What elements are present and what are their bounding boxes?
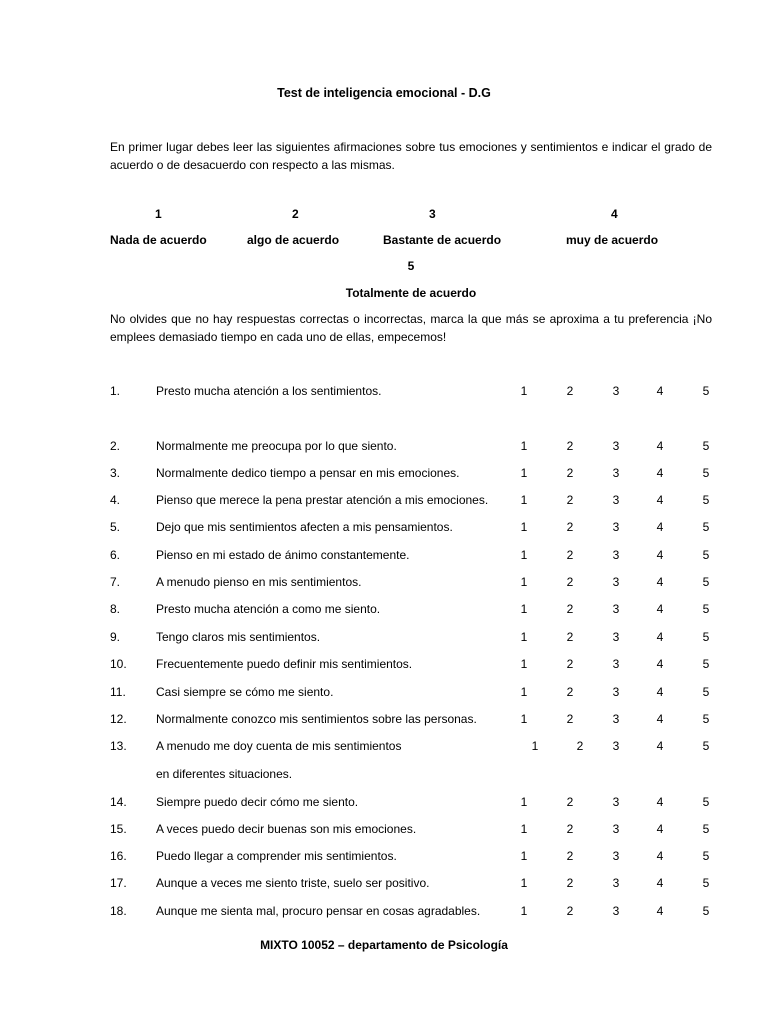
answer-option-2[interactable]: 2 <box>566 712 574 726</box>
answer-option-3[interactable]: 3 <box>612 739 620 753</box>
answer-option-2[interactable]: 2 <box>566 849 574 863</box>
answer-option-1[interactable]: 1 <box>520 795 528 809</box>
question-number: 15. <box>110 822 127 836</box>
answer-option-2[interactable]: 2 <box>566 493 574 507</box>
question-number: 8. <box>110 602 121 616</box>
question-row <box>0 657 768 675</box>
answer-option-5[interactable]: 5 <box>702 876 710 890</box>
scale-label-1: Nada de acuerdo <box>110 233 207 247</box>
answer-option-2[interactable]: 2 <box>566 685 574 699</box>
question-text: Puedo llegar a comprender mis sentimientos. <box>156 849 397 863</box>
answer-option-4[interactable]: 4 <box>656 630 664 644</box>
question-row <box>0 685 768 703</box>
question-number: 2. <box>110 439 121 453</box>
answer-option-3[interactable]: 3 <box>612 439 620 453</box>
question-text: Dejo que mis sentimientos afecten a mis pensamientos. <box>156 520 453 534</box>
question-number: 17. <box>110 876 127 890</box>
question-text: Pienso en mi estado de ánimo constantemente. <box>156 548 410 562</box>
answer-option-4[interactable]: 4 <box>656 795 664 809</box>
answer-option-5[interactable]: 5 <box>702 849 710 863</box>
answer-option-4[interactable]: 4 <box>656 739 664 753</box>
question-number: 18. <box>110 904 127 918</box>
answer-option-3[interactable]: 3 <box>612 520 620 534</box>
question-row <box>0 602 768 620</box>
answer-option-4[interactable]: 4 <box>656 602 664 616</box>
answer-option-3[interactable]: 3 <box>612 466 620 480</box>
scale-number-4: 4 <box>611 207 618 221</box>
answer-option-5[interactable]: 5 <box>702 822 710 836</box>
question-text: Casi siempre se cómo me siento. <box>156 685 334 699</box>
question-row <box>0 630 768 648</box>
answer-option-2[interactable]: 2 <box>566 466 574 480</box>
question-text: A veces puedo decir buenas son mis emociones. <box>156 822 417 836</box>
answer-option-4[interactable]: 4 <box>656 466 664 480</box>
question-text: A menudo me doy cuenta de mis sentimientos <box>156 739 402 753</box>
answer-option-2[interactable]: 2 <box>576 739 584 753</box>
question-row <box>0 712 768 730</box>
question-number: 13. <box>110 739 127 753</box>
question-text: Presto mucha atención a como me siento. <box>156 602 381 616</box>
answer-option-2[interactable]: 2 <box>566 904 574 918</box>
answer-option-5[interactable]: 5 <box>702 904 710 918</box>
question-row <box>0 739 768 781</box>
answer-option-1[interactable]: 1 <box>520 630 528 644</box>
question-number: 7. <box>110 575 121 589</box>
answer-option-5[interactable]: 5 <box>702 466 710 480</box>
answer-option-2[interactable]: 2 <box>566 602 574 616</box>
answer-option-1[interactable]: 1 <box>520 602 528 616</box>
scale-label-2: algo de acuerdo <box>247 233 340 247</box>
question-row <box>0 439 768 457</box>
scale-label-4: muy de acuerdo <box>566 233 659 247</box>
answer-option-1[interactable]: 1 <box>520 575 528 589</box>
answer-option-1[interactable]: 1 <box>520 685 528 699</box>
scale-label-5: Totalmente de acuerdo <box>345 286 477 300</box>
question-text: Tengo claros mis sentimientos. <box>156 630 321 644</box>
answer-option-1[interactable]: 1 <box>520 439 528 453</box>
answer-option-3[interactable]: 3 <box>612 712 620 726</box>
answer-option-1[interactable]: 1 <box>520 712 528 726</box>
answer-option-2[interactable]: 2 <box>566 657 574 671</box>
answer-option-1[interactable]: 1 <box>520 520 528 534</box>
answer-option-3[interactable]: 3 <box>612 602 620 616</box>
question-number: 3. <box>110 466 121 480</box>
question-row <box>0 904 768 922</box>
question-number: 5. <box>110 520 121 534</box>
question-number: 10. <box>110 657 127 671</box>
answer-option-4[interactable]: 4 <box>656 439 664 453</box>
answer-option-1[interactable]: 1 <box>520 493 528 507</box>
answer-option-2[interactable]: 2 <box>566 822 574 836</box>
scale-number-3: 3 <box>429 207 436 221</box>
question-text: Pienso que merece la pena prestar atención a mis emociones. <box>156 493 489 507</box>
answer-option-3[interactable]: 3 <box>612 630 620 644</box>
answer-option-3[interactable]: 3 <box>612 904 620 918</box>
answer-option-3[interactable]: 3 <box>612 876 620 890</box>
intro-paragraph: En primer lugar debes leer las siguientes afirmaciones sobre tus emociones y sentimientos e indicar el grado de acuerdo o de desacuerdo con respecto a las mismas. <box>110 140 712 172</box>
answer-option-1[interactable]: 1 <box>520 384 528 398</box>
answer-option-5[interactable]: 5 <box>702 575 710 589</box>
answer-option-2[interactable]: 2 <box>566 439 574 453</box>
answer-option-5[interactable]: 5 <box>702 685 710 699</box>
question-row <box>0 876 768 894</box>
answer-option-3[interactable]: 3 <box>612 384 620 398</box>
answer-option-4[interactable]: 4 <box>656 575 664 589</box>
answer-option-5[interactable]: 5 <box>702 739 710 753</box>
question-text: Aunque a veces me siento triste, suelo ser positivo. <box>156 876 430 890</box>
instructions-note: No olvides que no hay respuestas correctas o incorrectas, marca la que más se aproxima a tu preferencia ¡No emplees demasiado tiempo en cada uno de ellas, empecemos! <box>110 312 712 344</box>
answer-option-2[interactable]: 2 <box>566 384 574 398</box>
answer-option-3[interactable]: 3 <box>612 493 620 507</box>
answer-option-5[interactable]: 5 <box>702 712 710 726</box>
question-text: Aunque me sienta mal, procuro pensar en cosas agradables. <box>156 904 481 918</box>
answer-option-1[interactable]: 1 <box>520 904 528 918</box>
question-number: 1. <box>110 384 121 398</box>
answer-option-4[interactable]: 4 <box>656 657 664 671</box>
answer-option-3[interactable]: 3 <box>612 822 620 836</box>
question-text: Normalmente dedico tiempo a pensar en mis emociones. <box>156 466 460 480</box>
footer-text: MIXTO 10052 – departamento de Psicología <box>260 938 508 952</box>
answer-option-3[interactable]: 3 <box>612 685 620 699</box>
answer-option-1[interactable]: 1 <box>520 657 528 671</box>
answer-option-2[interactable]: 2 <box>566 548 574 562</box>
question-text: Siempre puedo decir cómo me siento. <box>156 795 359 809</box>
answer-option-1[interactable]: 1 <box>531 739 539 753</box>
page-title: Test de inteligencia emocional - D.G <box>277 86 491 100</box>
answer-option-2[interactable]: 2 <box>566 630 574 644</box>
answer-option-3[interactable]: 3 <box>612 849 620 863</box>
answer-option-5[interactable]: 5 <box>702 795 710 809</box>
question-number: 12. <box>110 712 127 726</box>
scale-number-1: 1 <box>155 207 162 221</box>
answer-option-5[interactable]: 5 <box>702 602 710 616</box>
answer-option-2[interactable]: 2 <box>566 575 574 589</box>
question-row <box>0 849 768 867</box>
scale-number-2: 2 <box>292 207 299 221</box>
question-row <box>0 795 768 813</box>
answer-option-5[interactable]: 5 <box>702 520 710 534</box>
answer-option-4[interactable]: 4 <box>656 384 664 398</box>
question-number: 11. <box>110 685 126 699</box>
question-number: 4. <box>110 493 121 507</box>
answer-option-1[interactable]: 1 <box>520 849 528 863</box>
question-row <box>0 822 768 840</box>
question-text: Normalmente conozco mis sentimientos sobre las personas. <box>156 712 477 726</box>
question-row <box>0 466 768 484</box>
answer-option-2[interactable]: 2 <box>566 520 574 534</box>
question-text: Normalmente me preocupa por lo que siento. <box>156 439 397 453</box>
answer-option-4[interactable]: 4 <box>656 548 664 562</box>
answer-option-5[interactable]: 5 <box>702 384 710 398</box>
answer-option-3[interactable]: 3 <box>612 657 620 671</box>
answer-option-2[interactable]: 2 <box>566 876 574 890</box>
scale-number-5: 5 <box>407 259 415 273</box>
question-row <box>0 520 768 538</box>
answer-option-3[interactable]: 3 <box>612 548 620 562</box>
answer-option-4[interactable]: 4 <box>656 876 664 890</box>
question-text-continuation: en diferentes situaciones. <box>156 767 293 781</box>
answer-option-1[interactable]: 1 <box>520 876 528 890</box>
answer-option-1[interactable]: 1 <box>520 466 528 480</box>
answer-option-1[interactable]: 1 <box>520 548 528 562</box>
question-row <box>0 575 768 593</box>
question-text: A menudo pienso en mis sentimientos. <box>156 575 362 589</box>
answer-option-4[interactable]: 4 <box>656 849 664 863</box>
question-text: Frecuentemente puedo definir mis sentimientos. <box>156 657 413 671</box>
question-row <box>0 493 768 511</box>
question-number: 14. <box>110 795 127 809</box>
question-row <box>0 384 768 402</box>
question-number: 6. <box>110 548 121 562</box>
scale-label-3: Bastante de acuerdo <box>383 233 502 247</box>
answer-option-4[interactable]: 4 <box>656 520 664 534</box>
question-number: 16. <box>110 849 127 863</box>
answer-option-5[interactable]: 5 <box>702 493 710 507</box>
answer-option-1[interactable]: 1 <box>520 822 528 836</box>
answer-option-4[interactable]: 4 <box>656 712 664 726</box>
answer-option-4[interactable]: 4 <box>656 685 664 699</box>
answer-option-3[interactable]: 3 <box>612 795 620 809</box>
answer-option-4[interactable]: 4 <box>656 904 664 918</box>
answer-option-3[interactable]: 3 <box>612 575 620 589</box>
answer-option-4[interactable]: 4 <box>656 493 664 507</box>
answer-option-5[interactable]: 5 <box>702 439 710 453</box>
question-number: 9. <box>110 630 121 644</box>
answer-option-2[interactable]: 2 <box>566 795 574 809</box>
answer-option-5[interactable]: 5 <box>702 630 710 644</box>
answer-option-4[interactable]: 4 <box>656 822 664 836</box>
question-text: Presto mucha atención a los sentimientos. <box>156 384 382 398</box>
answer-option-5[interactable]: 5 <box>702 548 710 562</box>
question-row <box>0 548 768 566</box>
answer-option-5[interactable]: 5 <box>702 657 710 671</box>
